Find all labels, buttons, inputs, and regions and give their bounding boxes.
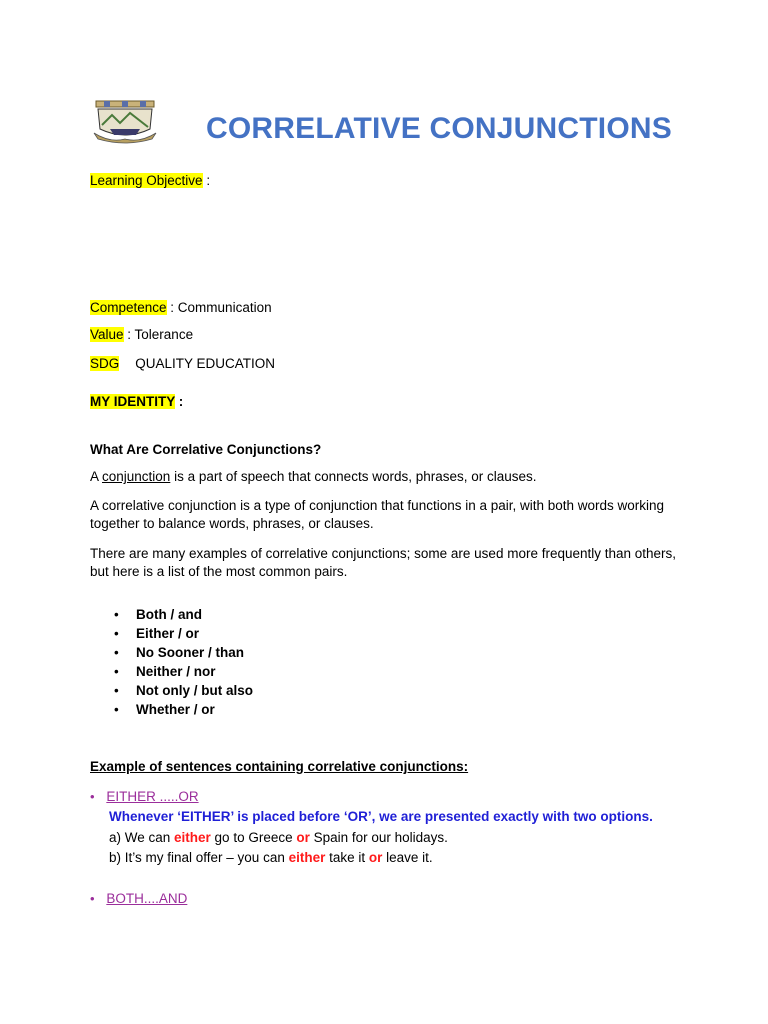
example-a-keyword-or: or xyxy=(296,830,310,845)
pairs-list xyxy=(110,605,253,719)
bullet-icon: • xyxy=(90,789,95,804)
example-a-part2: go to Greece xyxy=(210,830,297,845)
paragraph-correlative-line2: together to balance words, phrases, or clauses. xyxy=(90,516,374,531)
examples-heading: Example of sentences containing correlative conjunctions: xyxy=(90,759,469,774)
list-item: • Not only / but also xyxy=(110,681,253,700)
example-b-keyword-or: or xyxy=(368,850,383,865)
value-value: : Tolerance xyxy=(123,327,194,342)
example-a-part3: Spain for our holidays. xyxy=(309,830,448,845)
list-item: • No Sooner / than xyxy=(110,643,253,662)
example-a-keyword-either: either xyxy=(174,830,211,845)
example-b-part3: leave it. xyxy=(382,850,433,865)
either-or-heading: EITHER .....OR xyxy=(106,789,199,804)
value-row xyxy=(90,326,193,344)
para1-post: is a part of speech that connects words, phrases, or clauses. xyxy=(170,469,537,484)
learning-objective-row xyxy=(90,172,210,190)
bullet-icon: • xyxy=(90,891,95,906)
para1-pre: A xyxy=(90,469,103,484)
competence-row xyxy=(90,299,272,317)
paragraph-definition xyxy=(90,468,537,486)
example-b xyxy=(109,849,433,867)
example-b-keyword-either: either xyxy=(288,850,326,865)
list-item: • Whether / or xyxy=(110,700,253,719)
learning-objective-label: Learning Objective xyxy=(90,173,203,188)
example-b-part2: take it xyxy=(325,850,369,865)
list-item: • Either / or xyxy=(110,624,253,643)
paragraph-examples-line1: There are many examples of correlative conjunctions; some are used more frequently than others, xyxy=(90,546,677,561)
conjunction-link[interactable]: conjunction xyxy=(102,469,171,484)
sdg-row xyxy=(90,355,275,373)
identity-suffix: : xyxy=(175,394,184,409)
either-or-note: Whenever ‘EITHER’ is placed before ‘OR’, we are presented exactly with two options. xyxy=(109,809,653,824)
sdg-value: QUALITY EDUCATION xyxy=(135,356,276,371)
both-and-heading-row xyxy=(90,890,187,908)
example-b-part1: b) It’s my final offer – you can xyxy=(109,850,289,865)
list-item: • Both / and xyxy=(110,605,253,624)
identity-row xyxy=(90,393,183,411)
paragraph-examples-line2: but here is a list of the most common pairs. xyxy=(90,564,348,579)
paragraph-correlative-line1: A correlative conjunction is a type of conjunction that functions in a pair, with both words working xyxy=(90,498,665,513)
both-and-heading: BOTH....AND xyxy=(106,891,188,906)
value-label: Value xyxy=(90,327,124,342)
school-crest-icon xyxy=(90,95,160,145)
either-or-heading-row xyxy=(90,788,199,806)
example-a xyxy=(109,829,448,847)
competence-value: : Communication xyxy=(166,300,272,315)
sdg-label: SDG xyxy=(90,356,120,371)
section-heading: What Are Correlative Conjunctions? xyxy=(90,442,322,457)
identity-label: MY IDENTITY xyxy=(90,394,176,409)
learning-objective-suffix: : xyxy=(202,173,211,188)
page-title: CORRELATIVE CONJUNCTIONS xyxy=(206,112,672,145)
competence-label: Competence xyxy=(90,300,167,315)
example-a-part1: a) We can xyxy=(109,830,175,845)
list-item: • Neither / nor xyxy=(110,662,253,681)
